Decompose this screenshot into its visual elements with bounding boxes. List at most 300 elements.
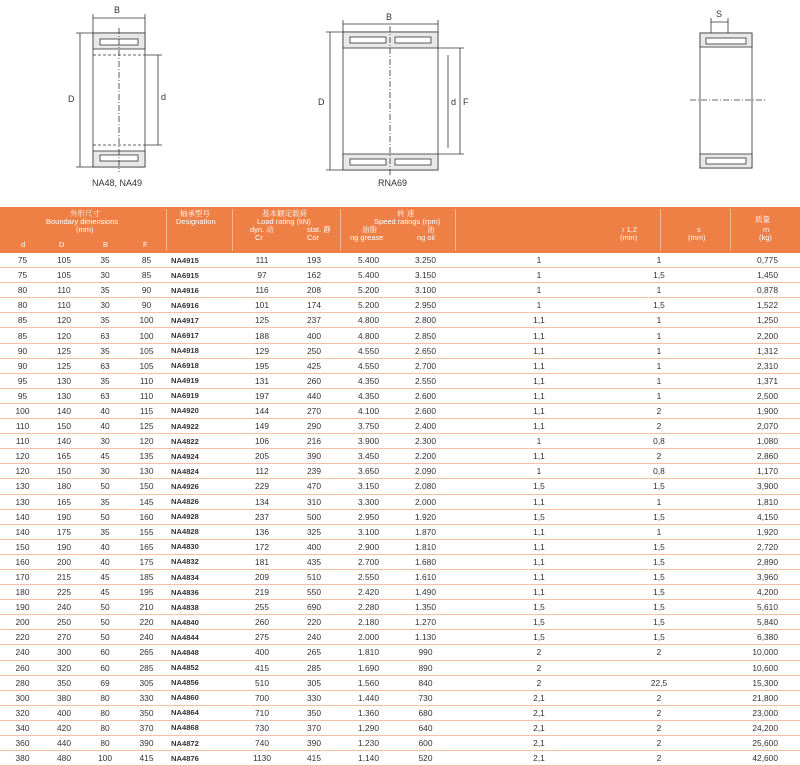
table-row bbox=[0, 524, 800, 539]
table-cell: 3.750 bbox=[340, 419, 397, 434]
table-cell: 400 bbox=[45, 705, 83, 720]
table-cell: 2.600 bbox=[397, 403, 454, 418]
table-cell: 1.270 bbox=[397, 615, 454, 630]
dim-b-label-2: B bbox=[386, 12, 393, 22]
table-cell: 285 bbox=[288, 660, 340, 675]
table-cell: 5,840 bbox=[694, 615, 800, 630]
table-cell: 1.920 bbox=[397, 509, 454, 524]
table-cell: 120 bbox=[45, 328, 83, 343]
table-cell: 0,775 bbox=[694, 253, 800, 268]
table-cell: NA4838 bbox=[166, 600, 236, 615]
data-table bbox=[0, 253, 800, 766]
table-cell: 2.550 bbox=[340, 569, 397, 584]
table-cell: 60 bbox=[83, 660, 127, 675]
table-cell: NA4916 bbox=[166, 283, 236, 298]
table-cell: NA4836 bbox=[166, 585, 236, 600]
table-cell: NA4824 bbox=[166, 464, 236, 479]
table-cell: 1,5 bbox=[624, 554, 694, 569]
table-cell: 390 bbox=[288, 449, 340, 464]
table-cell: 150 bbox=[127, 479, 166, 494]
table-cell: 1.490 bbox=[397, 585, 454, 600]
header-divider bbox=[232, 209, 233, 251]
table-row bbox=[0, 690, 800, 705]
table-cell: 2 bbox=[624, 720, 694, 735]
table-cell: 255 bbox=[236, 600, 288, 615]
table-cell: 50 bbox=[83, 630, 127, 645]
table-cell: 155 bbox=[127, 524, 166, 539]
table-cell: 208 bbox=[288, 283, 340, 298]
diagrams bbox=[0, 0, 800, 205]
header-r: r 1,2 bbox=[622, 225, 638, 234]
table-cell: 2,1 bbox=[454, 751, 624, 766]
table-cell: 4,150 bbox=[694, 509, 800, 524]
table-cell: 2.550 bbox=[397, 373, 454, 388]
table-cell: 90 bbox=[0, 343, 45, 358]
table-cell: 21,800 bbox=[694, 690, 800, 705]
table-cell: 740 bbox=[236, 736, 288, 751]
table-cell: 2.700 bbox=[340, 554, 397, 569]
table-cell: 35 bbox=[83, 283, 127, 298]
table-cell: 40 bbox=[83, 554, 127, 569]
table-cell: NA4860 bbox=[166, 690, 236, 705]
table-cell: 1,5 bbox=[624, 630, 694, 645]
table-cell: 1,5 bbox=[454, 509, 624, 524]
table-row bbox=[0, 509, 800, 524]
caption-rna69: RNA69 bbox=[378, 178, 408, 188]
table-cell: 240 bbox=[45, 600, 83, 615]
table-row bbox=[0, 539, 800, 554]
table-row bbox=[0, 630, 800, 645]
table-cell: 2.700 bbox=[397, 358, 454, 373]
table-header bbox=[0, 207, 800, 253]
bearing-table bbox=[0, 207, 800, 766]
table-cell: 2 bbox=[454, 645, 624, 660]
table-row bbox=[0, 343, 800, 358]
table-cell: 1.290 bbox=[340, 720, 397, 735]
table-cell: 4.350 bbox=[340, 388, 397, 403]
table-cell: 85 bbox=[0, 313, 45, 328]
table-cell: 85 bbox=[127, 268, 166, 283]
table-cell: 40 bbox=[83, 403, 127, 418]
table-cell: 2.600 bbox=[397, 388, 454, 403]
table-row bbox=[0, 554, 800, 569]
table-cell: NA4876 bbox=[166, 751, 236, 766]
table-cell: 4.800 bbox=[340, 328, 397, 343]
table-cell: 320 bbox=[0, 705, 45, 720]
table-cell: 2.090 bbox=[397, 464, 454, 479]
table-cell: 4.100 bbox=[340, 403, 397, 418]
table-cell: 197 bbox=[236, 388, 288, 403]
table-cell: 105 bbox=[127, 343, 166, 358]
table-cell: 1,450 bbox=[694, 268, 800, 283]
table-cell: 35 bbox=[83, 343, 127, 358]
table-cell: 2.800 bbox=[397, 313, 454, 328]
table-cell: 290 bbox=[288, 419, 340, 434]
header-dims-cn: 外形尺寸 bbox=[70, 209, 100, 218]
table-cell: 1,1 bbox=[454, 494, 624, 509]
table-cell: 680 bbox=[397, 705, 454, 720]
table-cell: NA6917 bbox=[166, 328, 236, 343]
table-cell: 160 bbox=[127, 509, 166, 524]
table-cell: 2,1 bbox=[454, 736, 624, 751]
table-row bbox=[0, 675, 800, 690]
table-cell: 250 bbox=[45, 615, 83, 630]
table-cell: 1 bbox=[624, 343, 694, 358]
table-cell: 95 bbox=[0, 388, 45, 403]
table-cell: 2.950 bbox=[397, 298, 454, 313]
table-row bbox=[0, 373, 800, 388]
table-cell: 2,200 bbox=[694, 328, 800, 343]
diagram-inner-ring bbox=[690, 18, 765, 168]
table-cell: 350 bbox=[288, 705, 340, 720]
table-cell: 2.000 bbox=[397, 494, 454, 509]
table-cell: 1.440 bbox=[340, 690, 397, 705]
table-row bbox=[0, 736, 800, 751]
dim-d-label-2: d bbox=[451, 97, 457, 107]
table-cell: 510 bbox=[288, 569, 340, 584]
header-divider bbox=[730, 209, 731, 251]
table-cell: 105 bbox=[45, 268, 83, 283]
table-cell: 1,5 bbox=[454, 600, 624, 615]
table-cell: 193 bbox=[288, 253, 340, 268]
table-cell: NA6918 bbox=[166, 358, 236, 373]
table-cell: 190 bbox=[0, 600, 45, 615]
table-cell: 125 bbox=[45, 358, 83, 373]
table-cell: 5,610 bbox=[694, 600, 800, 615]
header-stat: stat. 静 bbox=[307, 225, 331, 234]
table-cell: 3.250 bbox=[397, 253, 454, 268]
header-divider bbox=[340, 209, 341, 251]
table-cell: NA4928 bbox=[166, 509, 236, 524]
table-cell: NA4872 bbox=[166, 736, 236, 751]
header-s-unit: (mm) bbox=[688, 233, 706, 242]
table-cell: 990 bbox=[397, 645, 454, 660]
table-cell: 2.000 bbox=[340, 630, 397, 645]
table-cell: 415 bbox=[288, 751, 340, 766]
header-mass: m bbox=[763, 225, 770, 234]
table-cell: 3,900 bbox=[694, 479, 800, 494]
table-cell: 85 bbox=[0, 328, 45, 343]
table-cell: 5.400 bbox=[340, 253, 397, 268]
table-cell: 425 bbox=[288, 358, 340, 373]
table-row bbox=[0, 253, 800, 268]
table-cell: 640 bbox=[397, 720, 454, 735]
table-cell: NA4848 bbox=[166, 645, 236, 660]
table-cell: 300 bbox=[45, 645, 83, 660]
table-cell: 100 bbox=[127, 313, 166, 328]
table-cell: NA4834 bbox=[166, 569, 236, 584]
table-cell: 125 bbox=[236, 313, 288, 328]
table-cell: 5.200 bbox=[340, 283, 397, 298]
table-cell: 80 bbox=[83, 720, 127, 735]
table-cell: 1.870 bbox=[397, 524, 454, 539]
table-cell: 1.690 bbox=[340, 660, 397, 675]
header-speed-cn: 转 速 bbox=[397, 209, 415, 218]
table-cell: 1,1 bbox=[454, 328, 624, 343]
table-cell: 1,5 bbox=[454, 479, 624, 494]
table-cell: 170 bbox=[0, 569, 45, 584]
table-cell: 185 bbox=[127, 569, 166, 584]
table-cell: 3.100 bbox=[340, 524, 397, 539]
table-cell: 136 bbox=[236, 524, 288, 539]
table-cell: 2,070 bbox=[694, 419, 800, 434]
table-cell: 415 bbox=[236, 660, 288, 675]
table-cell: 130 bbox=[45, 388, 83, 403]
table-cell: 50 bbox=[83, 615, 127, 630]
table-cell: 4.550 bbox=[340, 358, 397, 373]
header-load-cn: 基本额定载荷 bbox=[262, 209, 307, 218]
table-cell: 2.950 bbox=[340, 509, 397, 524]
table-row bbox=[0, 358, 800, 373]
table-cell: NA4922 bbox=[166, 419, 236, 434]
dim-D-label-1: D bbox=[68, 94, 75, 104]
table-cell: 80 bbox=[83, 705, 127, 720]
table-row bbox=[0, 585, 800, 600]
table-cell: 110 bbox=[45, 283, 83, 298]
table-cell: 50 bbox=[83, 600, 127, 615]
table-cell: 6,380 bbox=[694, 630, 800, 645]
table-cell: 110 bbox=[127, 388, 166, 403]
table-cell: 1.610 bbox=[397, 569, 454, 584]
table-cell: 1.560 bbox=[340, 675, 397, 690]
table-cell: 100 bbox=[0, 403, 45, 418]
table-cell: 63 bbox=[83, 328, 127, 343]
header-col-F: F bbox=[143, 240, 148, 249]
table-cell: 35 bbox=[83, 524, 127, 539]
table-cell: 2.300 bbox=[397, 434, 454, 449]
table-cell: 131 bbox=[236, 373, 288, 388]
table-cell: 130 bbox=[45, 373, 83, 388]
header-grease-cn: 油脂 bbox=[362, 225, 377, 234]
table-cell: 1,5 bbox=[454, 615, 624, 630]
table-cell: 390 bbox=[288, 736, 340, 751]
table-cell: 120 bbox=[0, 464, 45, 479]
table-cell: 1,810 bbox=[694, 494, 800, 509]
table-cell: 181 bbox=[236, 554, 288, 569]
table-cell: 250 bbox=[288, 343, 340, 358]
table-cell: 2 bbox=[624, 705, 694, 720]
table-row bbox=[0, 419, 800, 434]
table-cell: 220 bbox=[0, 630, 45, 645]
table-cell: 180 bbox=[0, 585, 45, 600]
table-cell: 40 bbox=[83, 419, 127, 434]
table-cell: 0,8 bbox=[624, 434, 694, 449]
table-cell: 75 bbox=[0, 268, 45, 283]
table-cell: NA4844 bbox=[166, 630, 236, 645]
table-cell: 75 bbox=[0, 253, 45, 268]
table-cell: 0,878 bbox=[694, 283, 800, 298]
table-cell: 175 bbox=[45, 524, 83, 539]
table-cell: 1.350 bbox=[397, 600, 454, 615]
table-cell: 140 bbox=[45, 403, 83, 418]
table-cell: NA4920 bbox=[166, 403, 236, 418]
table-cell: 1.130 bbox=[397, 630, 454, 645]
table-row bbox=[0, 705, 800, 720]
table-row bbox=[0, 313, 800, 328]
table-cell: 2.180 bbox=[340, 615, 397, 630]
table-cell: 180 bbox=[45, 479, 83, 494]
table-cell: 90 bbox=[127, 298, 166, 313]
table-cell: NA4919 bbox=[166, 373, 236, 388]
header-col-D: D bbox=[59, 240, 65, 249]
table-cell: 125 bbox=[127, 419, 166, 434]
table-cell: 2,500 bbox=[694, 388, 800, 403]
table-cell: 1.810 bbox=[397, 539, 454, 554]
table-cell: 220 bbox=[127, 615, 166, 630]
table-cell: 1,5 bbox=[454, 630, 624, 645]
table-cell: 30 bbox=[83, 464, 127, 479]
table-cell: 730 bbox=[236, 720, 288, 735]
table-cell: 22,5 bbox=[624, 675, 694, 690]
table-cell: 1,1 bbox=[454, 449, 624, 464]
table-cell: 840 bbox=[397, 675, 454, 690]
table-cell: 1,900 bbox=[694, 403, 800, 418]
table-cell: 1 bbox=[454, 268, 624, 283]
header-mass-cn: 质量 bbox=[755, 215, 770, 224]
table-cell: 1 bbox=[454, 298, 624, 313]
table-cell: NA4852 bbox=[166, 660, 236, 675]
table-cell: 162 bbox=[288, 268, 340, 283]
table-cell: 2.400 bbox=[397, 419, 454, 434]
table-cell: 1,1 bbox=[454, 313, 624, 328]
table-row bbox=[0, 464, 800, 479]
table-cell: 2.200 bbox=[397, 449, 454, 464]
dim-s-label-3: S bbox=[716, 9, 723, 19]
header-load-en: Load rating (kN) bbox=[257, 217, 311, 226]
table-row bbox=[0, 615, 800, 630]
table-cell: NA4917 bbox=[166, 313, 236, 328]
table-cell: 400 bbox=[236, 645, 288, 660]
table-cell: 1,1 bbox=[454, 343, 624, 358]
table-cell: 40 bbox=[83, 539, 127, 554]
table-cell: 2,310 bbox=[694, 358, 800, 373]
table-row bbox=[0, 751, 800, 766]
table-cell: 1,5 bbox=[624, 615, 694, 630]
table-cell: 165 bbox=[45, 449, 83, 464]
diagram-rna69 bbox=[326, 20, 464, 176]
table-cell: 730 bbox=[397, 690, 454, 705]
table-cell: 140 bbox=[0, 509, 45, 524]
table-cell: 97 bbox=[236, 268, 288, 283]
table-cell: 350 bbox=[45, 675, 83, 690]
header-oil-en: ng oil bbox=[417, 233, 435, 242]
table-cell: 3.100 bbox=[397, 283, 454, 298]
table-cell: 149 bbox=[236, 419, 288, 434]
table-row bbox=[0, 283, 800, 298]
table-cell: 1,5 bbox=[624, 509, 694, 524]
table-cell: 1,5 bbox=[624, 569, 694, 584]
table-cell: 225 bbox=[45, 585, 83, 600]
table-cell: 2 bbox=[624, 736, 694, 751]
table-cell: 550 bbox=[288, 585, 340, 600]
table-cell: 1,1 bbox=[454, 403, 624, 418]
table-cell: 1 bbox=[454, 283, 624, 298]
table-cell: 3.150 bbox=[397, 268, 454, 283]
table-row bbox=[0, 479, 800, 494]
header-divider bbox=[166, 209, 167, 251]
table-cell: 130 bbox=[0, 479, 45, 494]
table-cell: 1,522 bbox=[694, 298, 800, 313]
table-cell: 1,1 bbox=[454, 539, 624, 554]
table-cell: 270 bbox=[45, 630, 83, 645]
table-cell: 2.420 bbox=[340, 585, 397, 600]
table-cell: 3.300 bbox=[340, 494, 397, 509]
table-cell: 60 bbox=[83, 645, 127, 660]
table-cell: 35 bbox=[83, 494, 127, 509]
table-row bbox=[0, 645, 800, 660]
table-cell: 120 bbox=[45, 313, 83, 328]
table-cell: 305 bbox=[127, 675, 166, 690]
table-cell: 90 bbox=[127, 283, 166, 298]
table-cell: 1,170 bbox=[694, 464, 800, 479]
table-cell: 229 bbox=[236, 479, 288, 494]
table-cell: 3.650 bbox=[340, 464, 397, 479]
table-cell: 2,1 bbox=[454, 720, 624, 735]
table-cell: 1,5 bbox=[624, 600, 694, 615]
table-row bbox=[0, 494, 800, 509]
table-cell: 2 bbox=[454, 660, 624, 675]
table-cell: 2 bbox=[624, 449, 694, 464]
table-cell: 1,5 bbox=[624, 539, 694, 554]
table-cell: 106 bbox=[236, 434, 288, 449]
table-cell: 3.150 bbox=[340, 479, 397, 494]
table-cell: 1,1 bbox=[454, 388, 624, 403]
table-cell: 115 bbox=[127, 403, 166, 418]
table-cell: 420 bbox=[45, 720, 83, 735]
table-cell: 435 bbox=[288, 554, 340, 569]
table-cell: 110 bbox=[127, 373, 166, 388]
table-cell: NA4864 bbox=[166, 705, 236, 720]
table-cell: 150 bbox=[0, 539, 45, 554]
table-cell: 10,000 bbox=[694, 645, 800, 660]
table-cell: 3.450 bbox=[340, 449, 397, 464]
table-cell: 340 bbox=[0, 720, 45, 735]
table-body bbox=[0, 253, 800, 766]
table-cell: 130 bbox=[0, 494, 45, 509]
table-cell: 1,1 bbox=[454, 373, 624, 388]
header-dims-unit: (mm) bbox=[76, 225, 94, 234]
table-cell: 2.850 bbox=[397, 328, 454, 343]
table-cell: 150 bbox=[45, 419, 83, 434]
table-cell: 1,920 bbox=[694, 524, 800, 539]
table-cell: 3.900 bbox=[340, 434, 397, 449]
table-row bbox=[0, 569, 800, 584]
table-cell: 470 bbox=[288, 479, 340, 494]
table-cell: NA4840 bbox=[166, 615, 236, 630]
table-cell: 172 bbox=[236, 539, 288, 554]
table-cell: 101 bbox=[236, 298, 288, 313]
header-cor: Cor bbox=[307, 233, 320, 242]
table-cell: 110 bbox=[0, 419, 45, 434]
table-cell: 111 bbox=[236, 253, 288, 268]
table-cell: 10,600 bbox=[694, 660, 800, 675]
table-cell: 1 bbox=[624, 524, 694, 539]
table-cell: 380 bbox=[45, 690, 83, 705]
table-cell: NA4822 bbox=[166, 434, 236, 449]
table-cell: 120 bbox=[0, 449, 45, 464]
table-cell: 330 bbox=[288, 690, 340, 705]
table-row bbox=[0, 403, 800, 418]
header-dyn: dyn. 动 bbox=[250, 225, 274, 234]
table-cell: NA4868 bbox=[166, 720, 236, 735]
table-cell: 2,720 bbox=[694, 539, 800, 554]
table-cell: 0,8 bbox=[624, 464, 694, 479]
table-cell: 260 bbox=[288, 373, 340, 388]
header-speed-en: Speed ratings (rpm) bbox=[374, 217, 441, 226]
table-cell: 400 bbox=[288, 539, 340, 554]
table-cell: 110 bbox=[45, 298, 83, 313]
table-cell: 2,890 bbox=[694, 554, 800, 569]
